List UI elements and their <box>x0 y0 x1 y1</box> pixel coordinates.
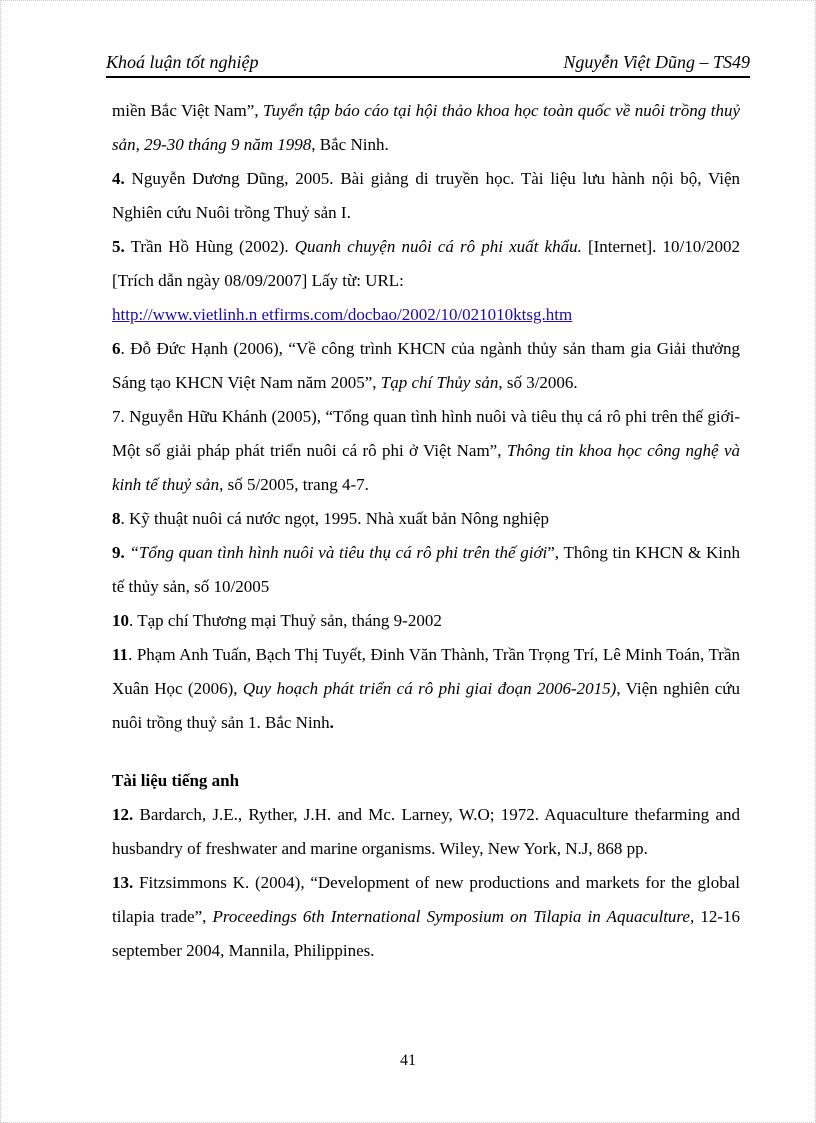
ref-text: Trần Hồ Hùng (2002). <box>124 237 295 256</box>
ref-source-italic: Quy hoạch phát triển cá rô phi giai đoạn 2006-2015) <box>242 679 617 698</box>
reference-5 <box>112 230 740 332</box>
ref-text: , Viện nghiên cứu nuôi trồng thuỷ sản 1. Bắc Ninh <box>112 679 740 732</box>
ref-number: 12. <box>112 805 134 824</box>
ref-source-italic: Tuyển tập báo cáo tại hội thảo khoa học toàn quốc về nuôi trồng thuỷ sản, 29-30 tháng 9 năm 1998 <box>112 101 741 154</box>
ref-text: . Đỗ Đức Hạnh (2006), “Về công trình KHCN của ngành thủy sản tham gia Giải thưởng Sáng tạo KHCN Việt Nam năm 2005”, <box>112 339 740 392</box>
ref-text: ”, Thông tin KHCN & Kinh tế thủy sản, số 10/2005 <box>112 543 740 596</box>
ref-text: . Kỹ thuật nuôi cá nước ngọt, 1995. Nhà xuất bản Nông nghiệp <box>120 509 549 528</box>
ref-number: 5. <box>112 237 125 256</box>
ref-text: Nguyễn Dương Dũng, 2005. Bài giảng di truyền học. Tài liệu lưu hành nội bộ, Viện Nghiên cứu Nuôi trồng Thuỷ sản I. <box>112 169 740 222</box>
ref-end-period: . <box>329 713 334 732</box>
ref-number: 4. <box>112 169 125 188</box>
reference-8 <box>112 502 740 536</box>
reference-4 <box>112 162 740 230</box>
reference-13 <box>112 866 740 968</box>
ref-text: Bardarch, J.E., Ryther, J.H. and Mc. Larney, W.O; 1972. Aquaculture thefarming and husbandry of freshwater and marine organisms. Wiley, New York, N.J, 868 pp. <box>112 805 740 858</box>
ref-number: 11 <box>112 645 129 664</box>
ref-text: 12-16 september 2004, Mannila, Philippines. <box>112 907 740 960</box>
page-number: 41 <box>400 1052 416 1069</box>
ref-source-italic: Quanh chuyện nuôi cá rô phi xuất khẩu. <box>294 237 582 256</box>
ref-text: , số 5/2005, trang 4-7. <box>219 475 369 494</box>
section-title-english-references: Tài liệu tiếng anh <box>112 771 240 790</box>
ref-source-italic: Proceedings 6th International Symposium on Tilapia in Aquaculture, <box>212 907 695 926</box>
ref-number: 9. <box>112 543 125 562</box>
ref-number: 13. <box>112 873 134 892</box>
ref-text: miền Bắc Việt Nam”, <box>112 101 264 120</box>
ref-number: 8 <box>112 509 121 528</box>
reference-3-continued <box>112 94 740 162</box>
ref-text: [Internet]. 10/10/2002 [Trích dẫn ngày 08/09/2007] Lấy từ: URL: <box>112 237 740 290</box>
reference-12 <box>112 798 740 866</box>
header-author: Nguyễn Việt Dũng – TS49 <box>563 52 750 72</box>
reference-list <box>112 94 740 968</box>
ref-source-italic: Tạp chí Thủy sản <box>380 373 499 392</box>
ref-text: , Bắc Ninh. <box>311 135 389 154</box>
reference-5-url-link[interactable]: http://www.vietlinh.n etfirms.com/docbao/2002/10/021010ktsg.htm <box>112 305 573 324</box>
reference-11 <box>112 638 740 740</box>
page-header <box>106 50 750 78</box>
reference-7 <box>112 400 740 502</box>
ref-number: 10 <box>112 611 129 630</box>
ref-text: , số 3/2006. <box>498 373 578 392</box>
reference-6 <box>112 332 740 400</box>
header-thesis-label: Khoá luận tốt nghiệp <box>106 52 259 72</box>
ref-text: . Phạm Anh Tuấn, Bạch Thị Tuyết, Đinh Văn Thành, Trần Trọng Trí, Lê Minh Toán, Trần Xuân Học (2006), <box>112 645 740 698</box>
ref-text: 7. Nguyễn Hữu Khánh (2005), “Tổng quan tình hình nuôi và tiêu thụ cá rô phi trên thế giới- Một số giải pháp phát triển nuôi cá rô phi ở Việt Nam”, <box>112 407 740 460</box>
ref-source-italic: Thông tin khoa học công nghệ và kinh tế thuỷ sản <box>112 441 740 494</box>
reference-10 <box>112 604 740 638</box>
reference-9 <box>112 536 740 604</box>
ref-source-italic: “Tổng quan tình hình nuôi và tiêu thụ cá rô phi trên thế giới <box>124 543 548 562</box>
ref-text: Fitzsimmons K. (2004), “Development of new productions and markets for the global tilapia trade”, <box>112 873 740 926</box>
ref-number: 6 <box>112 339 121 358</box>
ref-text: . Tạp chí Thương mại Thuỷ sản, tháng 9-2002 <box>129 611 442 630</box>
